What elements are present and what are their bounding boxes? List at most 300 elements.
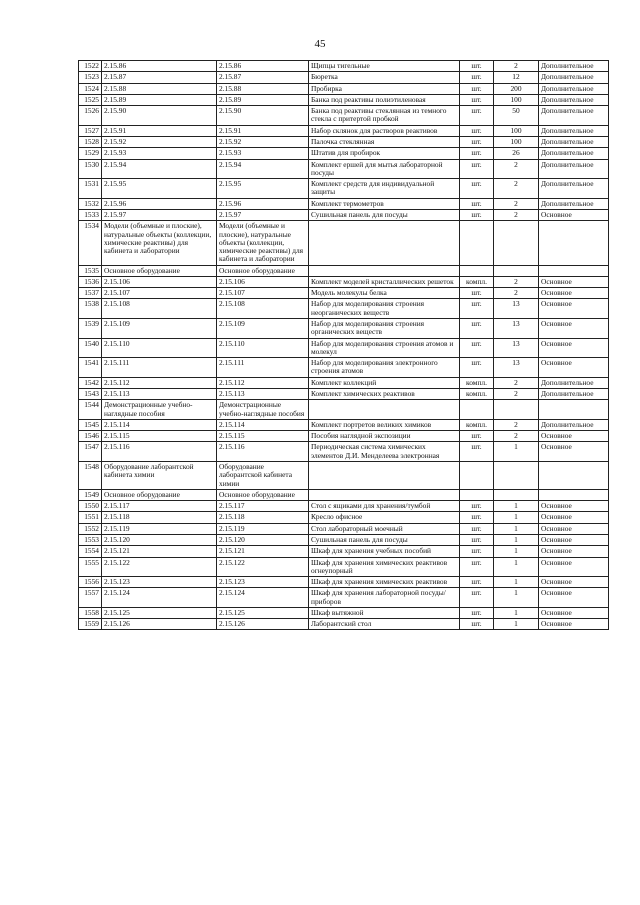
code-cell: 2.15.113 (102, 389, 217, 400)
code2-cell: Модели (объемные и плоские), натуральные объекты (коллекции, химические реактивы) для кабинета и лаборатории (217, 221, 309, 265)
row-number: 1548 (79, 461, 102, 489)
quantity-cell: 1 (494, 512, 539, 523)
quantity-cell: 13 (494, 338, 539, 358)
type-cell: Основное (539, 276, 609, 287)
name-cell: Банка под реактивы полиэтиленовая (309, 94, 460, 105)
table-row (79, 209, 609, 220)
quantity-cell: 13 (494, 319, 539, 339)
name-cell: Шкаф для хранения химических реактивов огнеупорный (309, 557, 460, 577)
code2-cell: 2.15.122 (217, 557, 309, 577)
code2-cell: 2.15.117 (217, 501, 309, 512)
type-cell (539, 489, 609, 500)
name-cell: Бюретка (309, 72, 460, 83)
row-number: 1542 (79, 377, 102, 388)
type-cell: Основное (539, 338, 609, 358)
quantity-cell: 1 (494, 557, 539, 577)
table-row (79, 607, 609, 618)
table-row (79, 136, 609, 147)
unit-cell: шт. (460, 534, 494, 545)
name-cell: Пособия наглядной экспозиции (309, 431, 460, 442)
row-number: 1553 (79, 534, 102, 545)
unit-cell: шт. (460, 72, 494, 83)
name-cell: Шкаф для хранения лабораторной посуды/приборов (309, 588, 460, 608)
quantity-cell: 1 (494, 619, 539, 630)
type-cell (539, 400, 609, 420)
code-cell: 2.15.115 (102, 431, 217, 442)
row-number: 1527 (79, 125, 102, 136)
quantity-cell (494, 400, 539, 420)
name-cell: Щипцы тигельные (309, 61, 460, 72)
code-cell: 2.15.117 (102, 501, 217, 512)
row-number: 1534 (79, 221, 102, 265)
quantity-cell: 200 (494, 83, 539, 94)
row-number: 1547 (79, 442, 102, 462)
code2-cell: 2.15.119 (217, 523, 309, 534)
table-row (79, 94, 609, 105)
row-number: 1545 (79, 419, 102, 430)
unit-cell: шт. (460, 209, 494, 220)
table-row (79, 512, 609, 523)
table-row (79, 619, 609, 630)
code-cell: 2.15.107 (102, 288, 217, 299)
name-cell: Банка под реактивы стеклянная из темного стекла с притертой пробкой (309, 106, 460, 126)
type-cell: Основное (539, 299, 609, 319)
code2-cell: 2.15.123 (217, 577, 309, 588)
type-cell: Основное (539, 534, 609, 545)
table-row (79, 265, 609, 276)
code-cell: 2.15.109 (102, 319, 217, 339)
page-number: 45 (314, 38, 326, 50)
row-number: 1549 (79, 489, 102, 500)
name-cell: Набор для моделирования строения неорганических веществ (309, 299, 460, 319)
quantity-cell: 2 (494, 431, 539, 442)
type-cell: Основное (539, 501, 609, 512)
name-cell: Кресло офисное (309, 512, 460, 523)
table-row (79, 546, 609, 557)
unit-cell: компл. (460, 276, 494, 287)
table-row (79, 338, 609, 358)
type-cell: Дополнительное (539, 136, 609, 147)
row-number: 1551 (79, 512, 102, 523)
quantity-cell: 1 (494, 501, 539, 512)
name-cell: Периодическая система химических элементов Д.И. Менделеева электронная (309, 442, 460, 462)
code-cell: 2.15.121 (102, 546, 217, 557)
type-cell: Дополнительное (539, 148, 609, 159)
quantity-cell: 2 (494, 198, 539, 209)
type-cell: Основное (539, 557, 609, 577)
quantity-cell: 2 (494, 389, 539, 400)
unit-cell: компл. (460, 377, 494, 388)
row-number: 1556 (79, 577, 102, 588)
code2-cell: 2.15.112 (217, 377, 309, 388)
quantity-cell: 1 (494, 523, 539, 534)
code-cell: 2.15.96 (102, 198, 217, 209)
type-cell: Дополнительное (539, 61, 609, 72)
type-cell: Основное (539, 619, 609, 630)
table-row (79, 276, 609, 287)
name-cell (309, 221, 460, 265)
code2-cell: Основное оборудование (217, 265, 309, 276)
unit-cell: шт. (460, 501, 494, 512)
type-cell: Основное (539, 523, 609, 534)
table-row (79, 221, 609, 265)
table-row (79, 106, 609, 126)
unit-cell: шт. (460, 148, 494, 159)
row-number: 1526 (79, 106, 102, 126)
quantity-cell: 1 (494, 442, 539, 462)
code-cell: 2.15.88 (102, 83, 217, 94)
quantity-cell: 2 (494, 159, 539, 179)
type-cell: Дополнительное (539, 377, 609, 388)
code-cell: 2.15.90 (102, 106, 217, 126)
type-cell (539, 265, 609, 276)
equipment-table (78, 60, 609, 630)
code-cell: 2.15.123 (102, 577, 217, 588)
row-number: 1538 (79, 299, 102, 319)
unit-cell: компл. (460, 389, 494, 400)
type-cell: Основное (539, 512, 609, 523)
code-cell: 2.15.97 (102, 209, 217, 220)
unit-cell: шт. (460, 106, 494, 126)
name-cell: Сушильная панель для посуды (309, 534, 460, 545)
code-cell: Демонстрационные учебно-наглядные пособия (102, 400, 217, 420)
quantity-cell: 50 (494, 106, 539, 126)
row-number: 1558 (79, 607, 102, 618)
quantity-cell (494, 265, 539, 276)
unit-cell: шт. (460, 577, 494, 588)
type-cell (539, 221, 609, 265)
quantity-cell: 2 (494, 179, 539, 199)
name-cell (309, 265, 460, 276)
table-row (79, 125, 609, 136)
unit-cell (460, 461, 494, 489)
name-cell: Комплект химических реактивов (309, 389, 460, 400)
table-row (79, 148, 609, 159)
name-cell (309, 489, 460, 500)
unit-cell: шт. (460, 588, 494, 608)
code2-cell: 2.15.92 (217, 136, 309, 147)
code-cell: 2.15.110 (102, 338, 217, 358)
code2-cell: 2.15.121 (217, 546, 309, 557)
type-cell: Дополнительное (539, 83, 609, 94)
name-cell: Шкаф для хранения учебных пособий (309, 546, 460, 557)
type-cell: Дополнительное (539, 389, 609, 400)
unit-cell: шт. (460, 299, 494, 319)
name-cell: Лаборантский стол (309, 619, 460, 630)
table-row (79, 358, 609, 378)
row-number: 1523 (79, 72, 102, 83)
row-number: 1555 (79, 557, 102, 577)
quantity-cell: 1 (494, 546, 539, 557)
code-cell: 2.15.95 (102, 179, 217, 199)
type-cell: Основное (539, 288, 609, 299)
quantity-cell: 1 (494, 588, 539, 608)
name-cell: Комплект коллекций (309, 377, 460, 388)
name-cell: Шкаф для хранения химических реактивов (309, 577, 460, 588)
table-row (79, 557, 609, 577)
name-cell (309, 461, 460, 489)
type-cell (539, 461, 609, 489)
type-cell: Дополнительное (539, 419, 609, 430)
code2-cell: 2.15.106 (217, 276, 309, 287)
type-cell: Основное (539, 546, 609, 557)
table-row (79, 577, 609, 588)
table-row (79, 489, 609, 500)
table-row (79, 72, 609, 83)
code2-cell: 2.15.110 (217, 338, 309, 358)
unit-cell (460, 265, 494, 276)
table-row (79, 377, 609, 388)
code2-cell: 2.15.107 (217, 288, 309, 299)
quantity-cell: 2 (494, 209, 539, 220)
quantity-cell: 26 (494, 148, 539, 159)
table-row (79, 179, 609, 199)
row-number: 1544 (79, 400, 102, 420)
code-cell: 2.15.126 (102, 619, 217, 630)
name-cell: Комплект термометров (309, 198, 460, 209)
table-row (79, 389, 609, 400)
code2-cell: 2.15.90 (217, 106, 309, 126)
unit-cell: шт. (460, 358, 494, 378)
unit-cell: шт. (460, 319, 494, 339)
type-cell: Основное (539, 358, 609, 378)
code2-cell: 2.15.96 (217, 198, 309, 209)
code2-cell: 2.15.124 (217, 588, 309, 608)
name-cell: Комплект моделей кристаллических решеток (309, 276, 460, 287)
unit-cell: шт. (460, 607, 494, 618)
table-row (79, 319, 609, 339)
type-cell: Дополнительное (539, 125, 609, 136)
code2-cell: Основное оборудование (217, 489, 309, 500)
code2-cell: 2.15.94 (217, 159, 309, 179)
quantity-cell: 1 (494, 577, 539, 588)
type-cell: Дополнительное (539, 159, 609, 179)
quantity-cell: 1 (494, 607, 539, 618)
row-number: 1537 (79, 288, 102, 299)
unit-cell: шт. (460, 431, 494, 442)
unit-cell: шт. (460, 61, 494, 72)
unit-cell: шт. (460, 179, 494, 199)
name-cell: Сушильная панель для посуды (309, 209, 460, 220)
code-cell: 2.15.114 (102, 419, 217, 430)
row-number: 1540 (79, 338, 102, 358)
row-number: 1536 (79, 276, 102, 287)
unit-cell: шт. (460, 94, 494, 105)
quantity-cell: 2 (494, 61, 539, 72)
code-cell: 2.15.93 (102, 148, 217, 159)
type-cell: Основное (539, 209, 609, 220)
unit-cell: шт. (460, 619, 494, 630)
unit-cell: шт. (460, 288, 494, 299)
quantity-cell: 1 (494, 534, 539, 545)
unit-cell: шт. (460, 442, 494, 462)
table-row (79, 461, 609, 489)
name-cell: Комплект средств для индивидуальной защиты (309, 179, 460, 199)
name-cell: Комплект ершей для мытья лабораторной посуды (309, 159, 460, 179)
code2-cell: 2.15.97 (217, 209, 309, 220)
unit-cell: шт. (460, 136, 494, 147)
row-number: 1532 (79, 198, 102, 209)
code2-cell: 2.15.93 (217, 148, 309, 159)
row-number: 1554 (79, 546, 102, 557)
row-number: 1535 (79, 265, 102, 276)
unit-cell (460, 400, 494, 420)
quantity-cell: 2 (494, 377, 539, 388)
quantity-cell (494, 221, 539, 265)
code2-cell: 2.15.91 (217, 125, 309, 136)
code2-cell: 2.15.111 (217, 358, 309, 378)
code2-cell: 2.15.115 (217, 431, 309, 442)
quantity-cell: 2 (494, 276, 539, 287)
name-cell (309, 400, 460, 420)
equipment-table-body (79, 61, 609, 630)
name-cell: Стол лабораторный моечный (309, 523, 460, 534)
row-number: 1533 (79, 209, 102, 220)
unit-cell: шт. (460, 198, 494, 209)
table-row (79, 198, 609, 209)
unit-cell (460, 221, 494, 265)
row-number: 1552 (79, 523, 102, 534)
code-cell: Оборудование лаборантской кабинета химии (102, 461, 217, 489)
code-cell: 2.15.89 (102, 94, 217, 105)
row-number: 1531 (79, 179, 102, 199)
code-cell: Модели (объемные и плоские), натуральные объекты (коллекции, химические реактивы) для кабинета и лаборатории (102, 221, 217, 265)
code2-cell: 2.15.120 (217, 534, 309, 545)
code2-cell: 2.15.89 (217, 94, 309, 105)
quantity-cell: 12 (494, 72, 539, 83)
table-row (79, 588, 609, 608)
type-cell: Основное (539, 319, 609, 339)
code-cell: 2.15.119 (102, 523, 217, 534)
code2-cell: 2.15.95 (217, 179, 309, 199)
code-cell: 2.15.118 (102, 512, 217, 523)
code-cell: 2.15.116 (102, 442, 217, 462)
type-cell: Основное (539, 577, 609, 588)
code2-cell: Оборудование лаборантской кабинета химии (217, 461, 309, 489)
table-row (79, 431, 609, 442)
quantity-cell: 100 (494, 125, 539, 136)
code-cell: 2.15.111 (102, 358, 217, 378)
type-cell: Основное (539, 607, 609, 618)
table-row (79, 501, 609, 512)
quantity-cell: 2 (494, 419, 539, 430)
unit-cell: компл. (460, 419, 494, 430)
row-number: 1543 (79, 389, 102, 400)
name-cell: Набор для моделирования строения атомов и молекул (309, 338, 460, 358)
code2-cell: Демонстрационные учебно-наглядные пособия (217, 400, 309, 420)
name-cell: Модель молекулы белка (309, 288, 460, 299)
row-number: 1546 (79, 431, 102, 442)
row-number: 1541 (79, 358, 102, 378)
type-cell: Дополнительное (539, 106, 609, 126)
type-cell: Основное (539, 442, 609, 462)
code2-cell: 2.15.125 (217, 607, 309, 618)
table-row (79, 400, 609, 420)
table-row (79, 299, 609, 319)
table-row (79, 534, 609, 545)
code2-cell: 2.15.86 (217, 61, 309, 72)
row-number: 1530 (79, 159, 102, 179)
code2-cell: 2.15.87 (217, 72, 309, 83)
code-cell: 2.15.106 (102, 276, 217, 287)
code-cell: 2.15.87 (102, 72, 217, 83)
type-cell: Дополнительное (539, 72, 609, 83)
code-cell: 2.15.124 (102, 588, 217, 608)
code2-cell: 2.15.109 (217, 319, 309, 339)
table-row (79, 61, 609, 72)
type-cell: Дополнительное (539, 198, 609, 209)
unit-cell: шт. (460, 159, 494, 179)
unit-cell: шт. (460, 557, 494, 577)
unit-cell: шт. (460, 546, 494, 557)
table-row (79, 159, 609, 179)
quantity-cell (494, 461, 539, 489)
table-row (79, 523, 609, 534)
quantity-cell: 13 (494, 299, 539, 319)
row-number: 1550 (79, 501, 102, 512)
table-row (79, 442, 609, 462)
row-number: 1528 (79, 136, 102, 147)
code-cell: 2.15.122 (102, 557, 217, 577)
name-cell: Пробирка (309, 83, 460, 94)
row-number: 1522 (79, 61, 102, 72)
row-number: 1525 (79, 94, 102, 105)
quantity-cell: 13 (494, 358, 539, 378)
code-cell: Основное оборудование (102, 489, 217, 500)
unit-cell: шт. (460, 125, 494, 136)
code-cell: 2.15.120 (102, 534, 217, 545)
name-cell: Комплект портретов великих химиков (309, 419, 460, 430)
quantity-cell (494, 489, 539, 500)
code-cell: Основное оборудование (102, 265, 217, 276)
code-cell: 2.15.86 (102, 61, 217, 72)
table-row (79, 83, 609, 94)
row-number: 1524 (79, 83, 102, 94)
code2-cell: 2.15.116 (217, 442, 309, 462)
name-cell: Шкаф вытяжной (309, 607, 460, 618)
code2-cell: 2.15.126 (217, 619, 309, 630)
quantity-cell: 100 (494, 94, 539, 105)
code2-cell: 2.15.118 (217, 512, 309, 523)
type-cell: Основное (539, 588, 609, 608)
name-cell: Штатив для пробирок (309, 148, 460, 159)
row-number: 1529 (79, 148, 102, 159)
row-number: 1557 (79, 588, 102, 608)
quantity-cell: 100 (494, 136, 539, 147)
row-number: 1559 (79, 619, 102, 630)
unit-cell: шт. (460, 523, 494, 534)
name-cell: Стол с ящиками для хранения/тумбой (309, 501, 460, 512)
type-cell: Основное (539, 431, 609, 442)
name-cell: Набор склянок для растворов реактивов (309, 125, 460, 136)
code2-cell: 2.15.88 (217, 83, 309, 94)
type-cell: Дополнительное (539, 179, 609, 199)
name-cell: Палочка стеклянная (309, 136, 460, 147)
name-cell: Набор для моделирования строения органических веществ (309, 319, 460, 339)
code-cell: 2.15.125 (102, 607, 217, 618)
unit-cell: шт. (460, 338, 494, 358)
code-cell: 2.15.112 (102, 377, 217, 388)
code-cell: 2.15.94 (102, 159, 217, 179)
code-cell: 2.15.92 (102, 136, 217, 147)
name-cell: Набор для моделирования электронного строения атомов (309, 358, 460, 378)
code2-cell: 2.15.114 (217, 419, 309, 430)
unit-cell (460, 489, 494, 500)
type-cell: Дополнительное (539, 94, 609, 105)
row-number: 1539 (79, 319, 102, 339)
table-row (79, 288, 609, 299)
quantity-cell: 2 (494, 288, 539, 299)
